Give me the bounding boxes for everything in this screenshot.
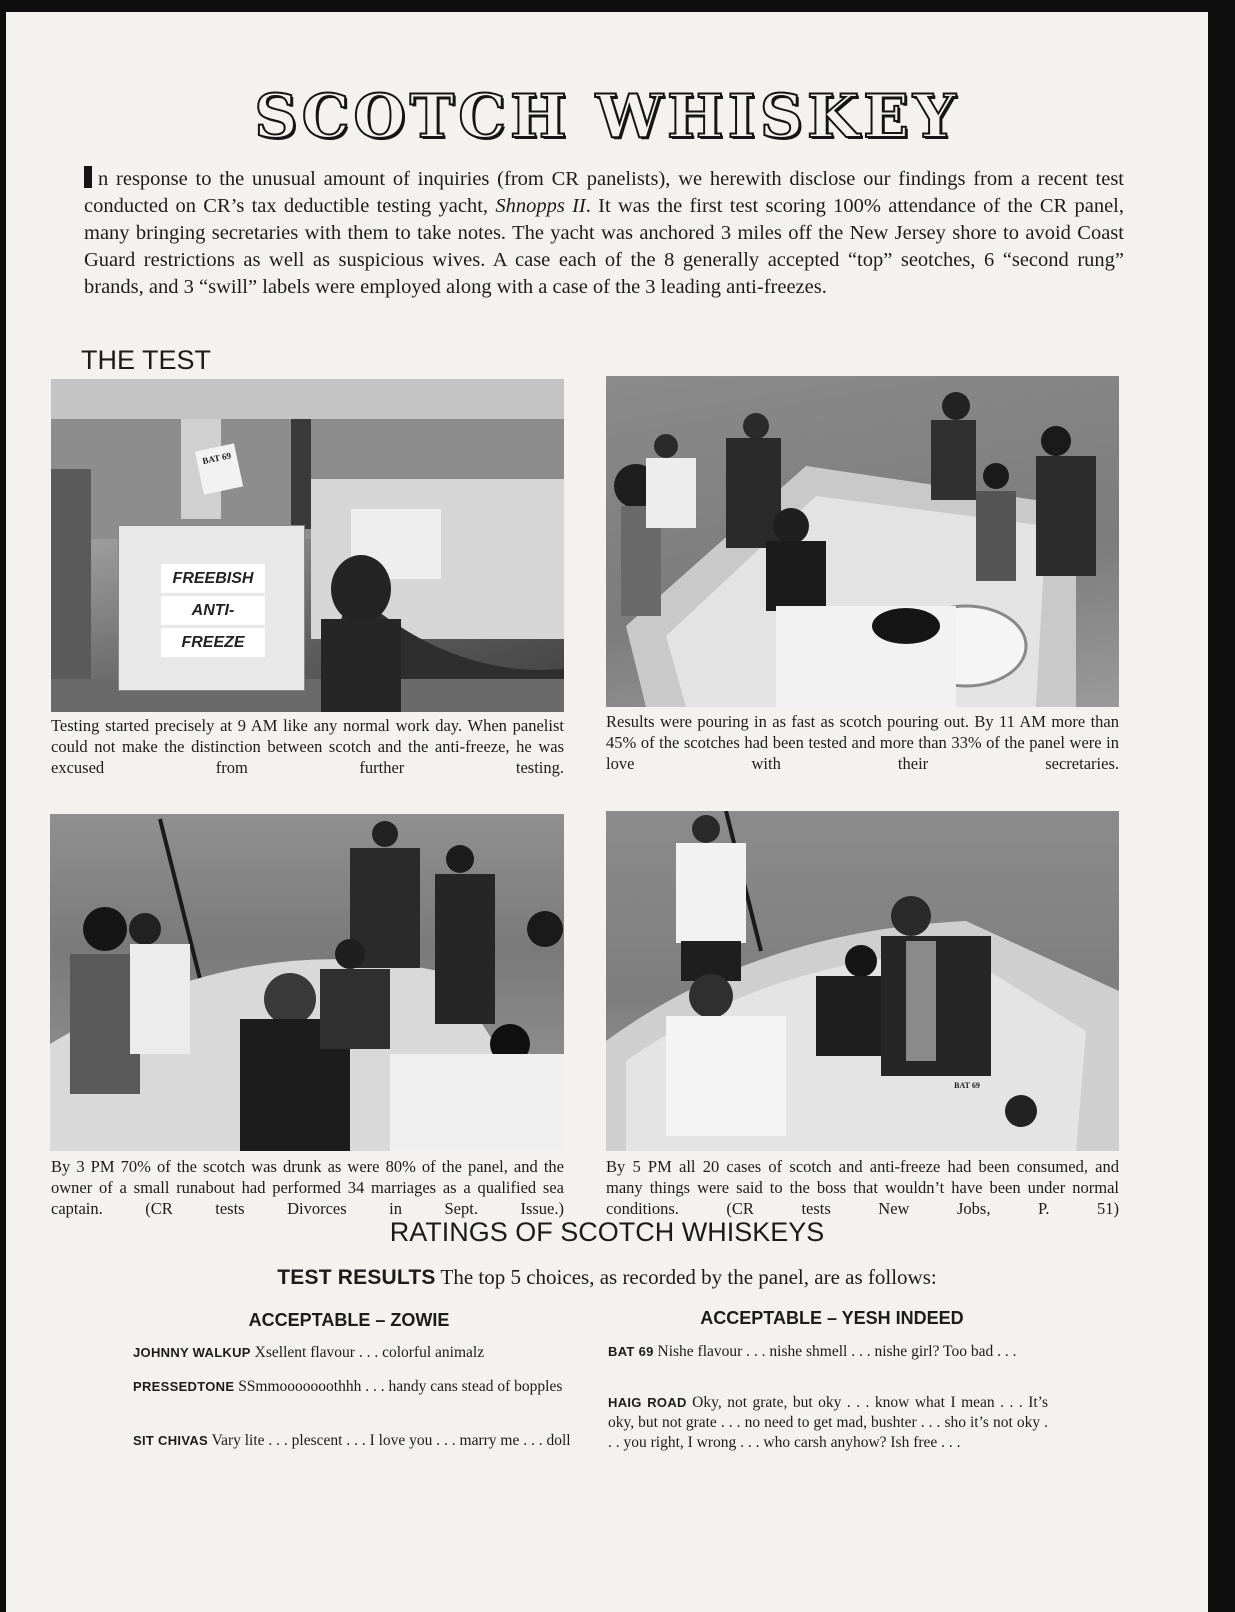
bat69-deck-box: BAT 69 (954, 1081, 980, 1090)
ratings-heading: RATINGS OF SCOTCH WHISKEYS (389, 1217, 825, 1247)
brand-name: HAIG ROAD (608, 1395, 687, 1410)
photo-deck-party-scene (606, 376, 1119, 707)
brand-name: JOHNNY WALKUP (133, 1345, 251, 1360)
caption-3: By 3 PM 70% of the scotch was drunk as were 80% of the panel, and the owner of a small runabout had performed 34 marriages as a qualified sea captain. (CR tests Divorces in Sept. Issue.) (51, 1157, 564, 1218)
left-column-heading: ACCEPTABLE – ZOWIE (248, 1310, 450, 1330)
magazine-page (6, 12, 1208, 1612)
rating-sit-chivas (133, 1431, 573, 1451)
test-results-label: TEST RESULTS (277, 1266, 436, 1289)
intro-paragraph (84, 166, 1124, 301)
rating-johnny-walkup (133, 1343, 583, 1363)
caption-1: Testing started precisely at 9 AM like any normal work day. When panelist could not make the distinction between scotch and the anti-freeze, he was excused from further testing. (51, 716, 564, 777)
intro-text-1: n response to the unusual amount of inquiries (from CR panelists), we herewith disclose our findings from a recent test conducted on CR’s tax deductible testing yacht, (84, 168, 1124, 217)
bat69-box-label: BAT 69 (195, 443, 243, 494)
brand-name: BAT 69 (608, 1344, 654, 1359)
right-column-heading: ACCEPTABLE – YESH INDEED (700, 1308, 964, 1328)
page-title: SCOTCH WHISKEY (254, 82, 960, 152)
yacht-name: Shnopps II (495, 195, 586, 217)
test-results-text: The top 5 choices, as recorded by the panel, are as follows: (435, 1265, 937, 1289)
rating-bat-69 (608, 1342, 1048, 1362)
photo-captain-deck-scene (606, 811, 1119, 1151)
brand-review: Vary lite . . . plescent . . . I love you . . . marry me . . . doll (208, 1432, 571, 1449)
test-heading: THE TEST (81, 345, 212, 375)
brand-review: Nishe flavour . . . nishe shmell . . . nishe girl? Too bad . . . (653, 1343, 1017, 1360)
brand-review: SSmmooooooothhh . . . handy cans stead of bopples (234, 1378, 563, 1395)
brand-name: PRESSEDTONE (133, 1379, 235, 1394)
sign-line-2: ANTI- (161, 596, 265, 625)
caption-2: Results were pouring in as fast as scotch pouring out. By 11 AM more than 45% of the scotches had been tested and more than 33% of the panel were in love with their secretaries. (606, 712, 1119, 773)
rating-pressedtone (133, 1377, 573, 1397)
antifreeze-sign-box (118, 525, 305, 691)
photo-dock-testing (51, 379, 564, 712)
photo-bow-group (50, 814, 564, 1151)
brand-review: Xsellent flavour . . . colorful animalz (250, 1344, 485, 1361)
photo-bow-group-scene (50, 814, 564, 1151)
sign-line-1: FREEBISH (161, 564, 265, 593)
brand-name: SIT CHIVAS (133, 1433, 208, 1448)
dropcap-bar (84, 166, 92, 188)
rating-haig-road (608, 1393, 1048, 1453)
sign-line-3: FREEZE (161, 628, 265, 657)
intro-text-2: . It was the first test scoring 100% attendance of the CR panel, many bringing secretaries with them to take notes. The yacht was anchored 3 miles off the New Jersey shore to avoid Coast Guard restrictions as well as suspicious wives. A case each of the 8 generally accepted “top” seotches, 6 “second rung” brands, and 3 “swill” labels were employed along with a case of the 3 leading anti-freezes. (84, 195, 1124, 298)
caption-4: By 5 PM all 20 cases of scotch and anti-freeze had been consumed, and many things were said to the boss that wouldn’t have been under normal conditions. (CR tests New Jobs, P. 51) (606, 1157, 1119, 1218)
brand-review: Oky, not grate, but oky . . . know what I mean . . . It’s oky, but not grate . . . no need to get mad, bushter . . . sho it’s not oky . . . you right, I wrong . . . who carsh anyhow? Ish free . . . (608, 1394, 1048, 1451)
photo-captain-deck (606, 811, 1119, 1151)
test-results-line (6, 1265, 1208, 1290)
photo-deck-party (606, 376, 1119, 707)
